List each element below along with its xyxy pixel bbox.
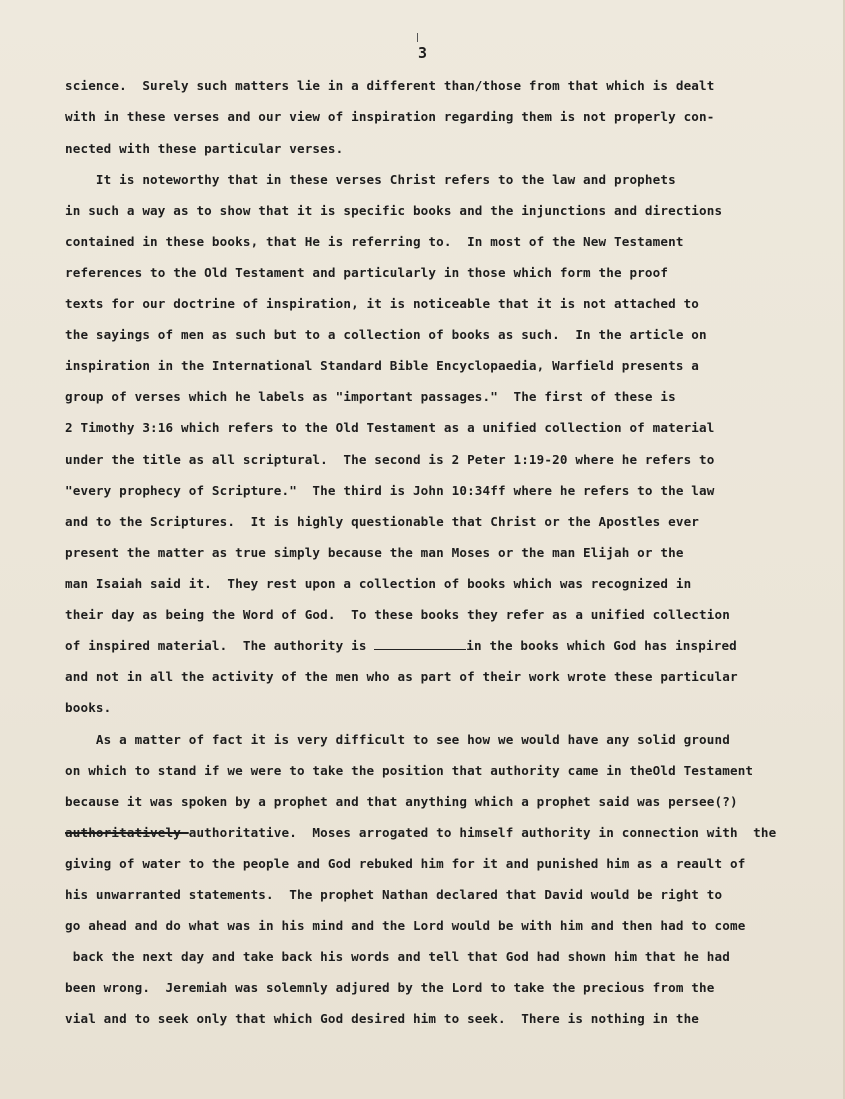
text-line: texts for our doctrine of inspiration, it is noticeable that it is not attached to: [65, 296, 700, 311]
pencil-mark: [417, 33, 418, 42]
text-line-with-strikeout: [65, 825, 776, 841]
text-line: It is noteworthy that in these verses Christ refers to the law and prophets: [65, 172, 676, 187]
text-line: inspiration in the International Standard Bible Encyclopaedia, Warfield presents a: [65, 358, 700, 373]
text-line: been wrong. Jeremiah was solemnly adjured by the Lord to take the precious from the: [65, 980, 715, 995]
text-line: in such a way as to show that it is specific books and the injunctions and directions: [65, 203, 723, 218]
text-line: "every prophecy of Scripture." The third is John 10:34ff where he refers to the law: [65, 483, 715, 498]
text-line: their day as being the Word of God. To these books they refer as a unified collection: [65, 607, 730, 622]
text-line: group of verses which he labels as "important passages." The first of these is: [65, 389, 676, 404]
text-line: man Isaiah said it. They rest upon a collection of books which was recognized in: [65, 576, 692, 591]
text-line: As a matter of fact it is very difficult to see how we would have any solid ground: [65, 732, 730, 747]
text-line: and not in all the activity of the men who as part of their work wrote these particular: [65, 669, 738, 684]
text-line: because it was spoken by a prophet and that anything which a prophet said was persee(?): [65, 794, 738, 809]
text-line: and to the Scriptures. It is highly questionable that Christ or the Apostles ever: [65, 514, 700, 529]
text-line: science. Surely such matters lie in a different than/those from that which is dealt: [65, 78, 715, 93]
struck-word: authoritatively: [65, 825, 189, 840]
text-line: his unwarranted statements. The prophet Nathan declared that David would be right to: [65, 887, 723, 902]
blank-rule: [374, 639, 466, 650]
text-line: back the next day and take back his words and tell that God had shown him that he had: [65, 949, 730, 964]
text-segment: authoritative. Moses arrogated to himself authority in connection with the: [188, 825, 777, 840]
text-segment: of inspired material. The authority is: [65, 638, 367, 653]
text-line: vial and to seek only that which God desired him to seek. There is nothing in the: [65, 1011, 700, 1026]
text-line: 2 Timothy 3:16 which refers to the Old Testament as a unified collection of material: [65, 420, 715, 435]
text-line: under the title as all scriptural. The second is 2 Peter 1:19-20 where he refers to: [65, 452, 715, 467]
text-line: present the matter as true simply because the man Moses or the man Elijah or the: [65, 545, 684, 560]
text-line: nected with these particular verses.: [65, 141, 344, 156]
text-line: references to the Old Testament and particularly in those which form the proof: [65, 265, 669, 280]
text-line: with in these verses and our view of inspiration regarding them is not properly con-: [65, 109, 715, 124]
text-line-with-blank: [65, 638, 737, 654]
page-number: 3: [417, 44, 428, 62]
text-line: go ahead and do what was in his mind and the Lord would be with him and then had to come: [65, 918, 746, 933]
text-line: contained in these books, that He is referring to. In most of the New Testament: [65, 234, 684, 249]
text-line: giving of water to the people and God rebuked him for it and punished him as a reault of: [65, 856, 746, 871]
text-line: the sayings of men as such but to a collection of books as such. In the article on: [65, 327, 707, 342]
text-segment: in the books which God has inspired: [466, 638, 737, 653]
text-line: books.: [65, 700, 112, 715]
text-line: on which to stand if we were to take the position that authority came in theOld Testament: [65, 763, 754, 778]
